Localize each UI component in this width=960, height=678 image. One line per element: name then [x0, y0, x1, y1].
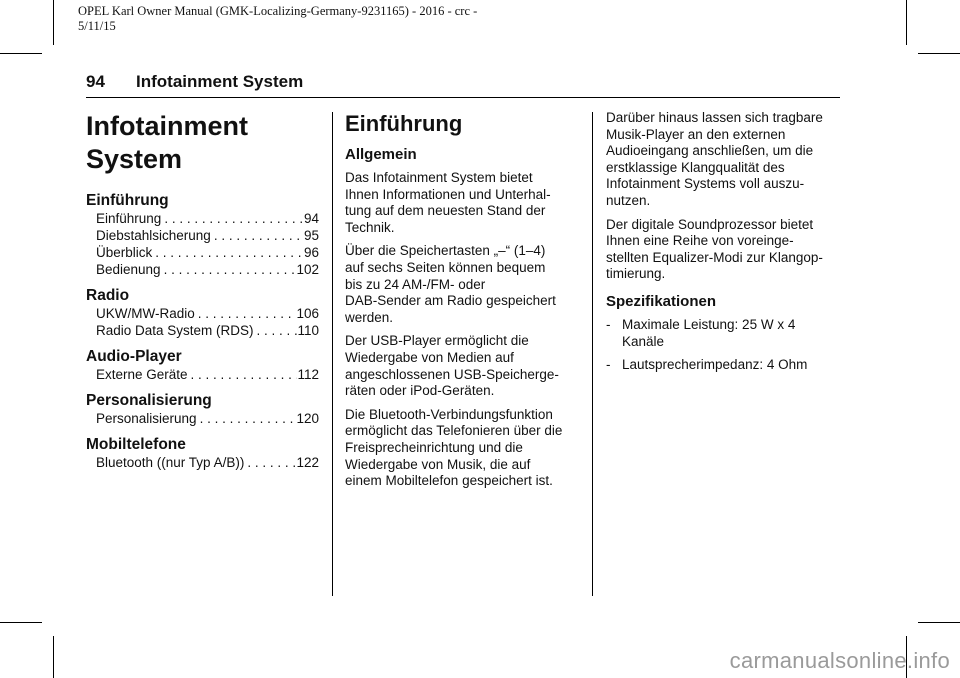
- toc-leader-dots: [254, 322, 298, 339]
- toc-entry-label: Personalisierung: [96, 411, 197, 426]
- toc-entry[interactable]: [86, 322, 319, 339]
- column-divider: [332, 112, 333, 596]
- crop-mark: [0, 53, 42, 54]
- crop-mark: [0, 622, 42, 623]
- print-metadata-date: 5/11/15: [78, 19, 116, 33]
- toc-leader-dots: [195, 305, 297, 322]
- crop-mark: [918, 53, 960, 54]
- paragraph: Die Bluetooth-Verbindungsfunktion ermöglicht das Telefonieren über die Freisprecheinrichtung und die Wiedergabe von Musik, die auf einem Mobiltelefon gespeichert ist.: [345, 406, 563, 489]
- header-rule: [86, 97, 840, 98]
- toc-section: [86, 348, 319, 383]
- running-head: [86, 72, 303, 92]
- column-divider: [592, 112, 593, 596]
- toc-leader-dots: [161, 261, 297, 278]
- page-number: 94: [86, 72, 105, 91]
- toc-entry[interactable]: [86, 227, 319, 244]
- toc-heading: Personalisierung: [86, 392, 212, 409]
- toc-entry-page: 112: [297, 367, 319, 382]
- toc-entry-label: Bluetooth ((nur Typ A/B)): [96, 455, 245, 470]
- toc-entry-page: 106: [296, 306, 319, 321]
- section-title: Einführung: [345, 111, 463, 136]
- toc-entry-label: Überblick: [96, 245, 153, 260]
- toc-section: [86, 287, 319, 339]
- crop-mark: [53, 636, 54, 678]
- toc-entry[interactable]: [86, 410, 319, 427]
- toc-entry-label: Radio Data System (RDS): [96, 323, 254, 338]
- toc-entry-page: 122: [296, 455, 319, 470]
- print-metadata-line: OPEL Karl Owner Manual (GMK-Localizing-Germany-9231165) - 2016 - crc -: [78, 4, 478, 18]
- paragraph: Der digitale Soundprozessor bietet Ihnen eine Reihe von voreinge- stellten Equalizer-Modi zur Klangop- timierung.: [606, 216, 823, 282]
- toc-entry[interactable]: [86, 305, 319, 322]
- toc-entry[interactable]: [86, 244, 319, 261]
- toc-heading: Radio: [86, 287, 130, 304]
- list-item-text: Lautsprecherimpedanz: 4 Ohm: [622, 357, 808, 373]
- print-metadata: [78, 4, 477, 34]
- list-item: [606, 317, 844, 350]
- toc-entry-page: 94: [303, 211, 319, 226]
- table-of-contents: [86, 192, 319, 480]
- toc-section: [86, 192, 319, 278]
- running-head-title: Infotainment System: [136, 72, 304, 91]
- paragraph: Darüber hinaus lassen sich tragbare Musik-Player an den externen Audioeingang anschließen, um die erstklassige Klangqualität des Infotainment Systems voll auszu- nutzen.: [606, 110, 823, 208]
- toc-leader-dots: [211, 227, 304, 244]
- right-column: [606, 110, 844, 381]
- toc-entry-page: 110: [297, 323, 319, 338]
- list-dash: -: [606, 357, 611, 373]
- toc-entry-page: 96: [303, 245, 319, 260]
- paragraph: Über die Speichertasten „–“ (1–4) auf sechs Seiten können bequem bis zu 24 AM-/FM- oder DAB-Sender am Radio gespeichert werden.: [345, 243, 556, 325]
- toc-entry[interactable]: [86, 366, 319, 383]
- toc-entry[interactable]: [86, 454, 319, 471]
- list-item-text: Maximale Leistung: 25 W x 4 Kanäle: [622, 316, 796, 349]
- subheading: Allgemein: [345, 146, 417, 163]
- toc-entry[interactable]: [86, 261, 319, 278]
- middle-column: [345, 110, 580, 497]
- toc-heading: Audio-Player: [86, 348, 182, 365]
- toc-leader-dots: [244, 454, 296, 471]
- paragraph: Das Infotainment System bietet Ihnen Informationen und Unterhal- tung auf dem neuesten Stand der Technik.: [345, 170, 551, 235]
- toc-section: [86, 436, 319, 471]
- toc-entry-label: Bedienung: [96, 262, 161, 277]
- toc-entry-label: Einführung: [96, 211, 162, 226]
- crop-mark: [53, 0, 54, 45]
- toc-leader-dots: [188, 366, 298, 383]
- toc-entry-page: 120: [296, 411, 319, 426]
- toc-entry-page: 102: [296, 262, 319, 277]
- list-dash: -: [606, 316, 611, 332]
- toc-heading: Einführung: [86, 192, 169, 209]
- paragraph: Der USB-Player ermöglicht die Wiedergabe von Medien auf angeschlossenen USB-Speicherge- räten oder iPod-Geräten.: [345, 333, 559, 399]
- chapter-title: Infotainment System: [86, 111, 248, 174]
- watermark: carmanualsonline.info: [729, 648, 950, 673]
- toc-entry-label: Externe Geräte: [96, 367, 188, 382]
- list-item: [606, 357, 844, 374]
- toc-entry[interactable]: [86, 210, 319, 227]
- toc-entry-label: Diebstahlsicherung: [96, 228, 211, 243]
- toc-leader-dots: [161, 210, 304, 227]
- toc-leader-dots: [152, 244, 304, 261]
- crop-mark: [906, 0, 907, 45]
- toc-entry-page: 95: [303, 228, 319, 243]
- toc-heading: Mobiltelefone: [86, 436, 186, 453]
- toc-section: [86, 392, 319, 427]
- toc-entry-label: UKW/MW-Radio: [96, 306, 195, 321]
- subheading: Spezifikationen: [606, 292, 717, 310]
- crop-mark: [918, 622, 960, 623]
- toc-leader-dots: [197, 410, 297, 427]
